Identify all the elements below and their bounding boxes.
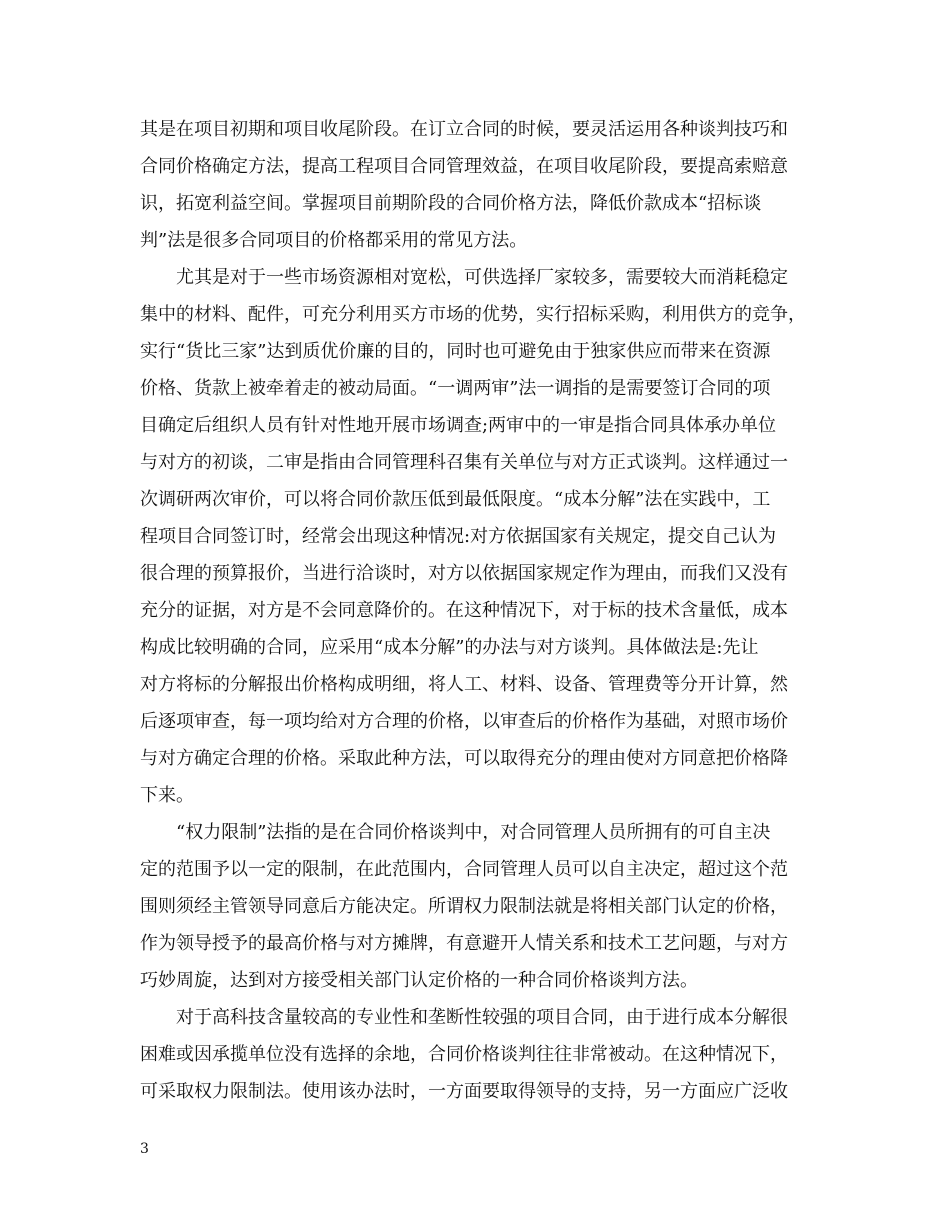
text-line: 围则须经主管领导同意后方能决定。所谓权力限制法就是将相关部门认定的价格， bbox=[140, 896, 788, 917]
text-line: 巧妙周旋，达到对方接受相关部门认定价格的一种合同价格谈判方法。 bbox=[140, 970, 698, 991]
text-line: “权力限制”法指的是在合同价格谈判中，对合同管理人员所拥有的可自主决 bbox=[140, 822, 771, 843]
text-line: 与对方的初谈，二审是指由合同管理科召集有关单位与对方正式谈判。这样通过一 bbox=[140, 452, 788, 473]
text-line: 困难或因承揽单位没有选择的余地，合同价格谈判往往非常被动。在这种情况下， bbox=[140, 1044, 788, 1065]
text-line: 对于高科技含量较高的专业性和垄断性较强的项目合同，由于进行成本分解很 bbox=[140, 1007, 788, 1028]
text-line: 很合理的预算报价，当进行洽谈时，对方以依据国家规定作为理由，而我们又没有 bbox=[140, 563, 788, 584]
page-number: 3 bbox=[140, 1141, 149, 1157]
text-line: 目确定后组织人员有针对性地开展市场调查;两审中的一审是指合同具体承办单位 bbox=[140, 415, 777, 436]
text-line: 作为领导授予的最高价格与对方摊牌，有意避开人情关系和技术工艺问题，与对方 bbox=[140, 933, 788, 954]
text-line: 可采取权力限制法。使用该办法时，一方面要取得领导的支持，另一方面应广泛收 bbox=[140, 1081, 788, 1102]
text-line: 实行“货比三家”达到质优价廉的目的，同时也可避免由于独家供应而带来在资源 bbox=[140, 341, 771, 362]
text-line: 次调研两次审价，可以将合同价款压低到最低限度。“成本分解”法在实践中，工 bbox=[140, 489, 771, 510]
text-line: 尤其是对于一些市场资源相对宽松，可供选择厂家较多，需要较大而消耗稳定 bbox=[140, 267, 788, 288]
text-line: 集中的材料、配件，可充分利用买方市场的优势，实行招标采购，利用供方的竞争， bbox=[140, 304, 806, 325]
text-line: 构成比较明确的合同，应采用“成本分解”的办法与对方谈判。具体做法是:先让 bbox=[140, 637, 759, 658]
text-line: 价格、货款上被牵着走的被动局面。“一调两审”法一调指的是需要签订合同的项 bbox=[140, 378, 771, 399]
text-line: 下来。 bbox=[140, 785, 194, 806]
text-line: 定的范围予以一定的限制，在此范围内，合同管理人员可以自主决定，超过这个范 bbox=[140, 859, 788, 880]
text-line: 判”法是很多合同项目的价格都采用的常见方法。 bbox=[140, 230, 528, 251]
text-line: 与对方确定合理的价格。采取此种方法，可以取得充分的理由使对方同意把价格降 bbox=[140, 748, 788, 769]
text-line: 其是在项目初期和项目收尾阶段。在订立合同的时候，要灵活运用各种谈判技巧和 bbox=[140, 119, 788, 140]
text-line: 充分的证据，对方是不会同意降价的。在这种情况下，对于标的技术含量低，成本 bbox=[140, 600, 788, 621]
text-line: 识，拓宽利益空间。掌握项目前期阶段的合同价格方法，降低价款成本“招标谈 bbox=[140, 193, 762, 214]
text-line: 合同价格确定方法，提高工程项目合同管理效益，在项目收尾阶段，要提高索赔意 bbox=[140, 156, 788, 177]
text-line: 对方将标的分解报出价格构成明细，将人工、材料、设备、管理费等分开计算，然 bbox=[140, 674, 788, 695]
text-line: 后逐项审查，每一项均给对方合理的价格，以审查后的价格作为基础，对照市场价 bbox=[140, 711, 788, 732]
text-line: 程项目合同签订时，经常会出现这种情况:对方依据国家有关规定，提交自己认为 bbox=[140, 526, 777, 547]
